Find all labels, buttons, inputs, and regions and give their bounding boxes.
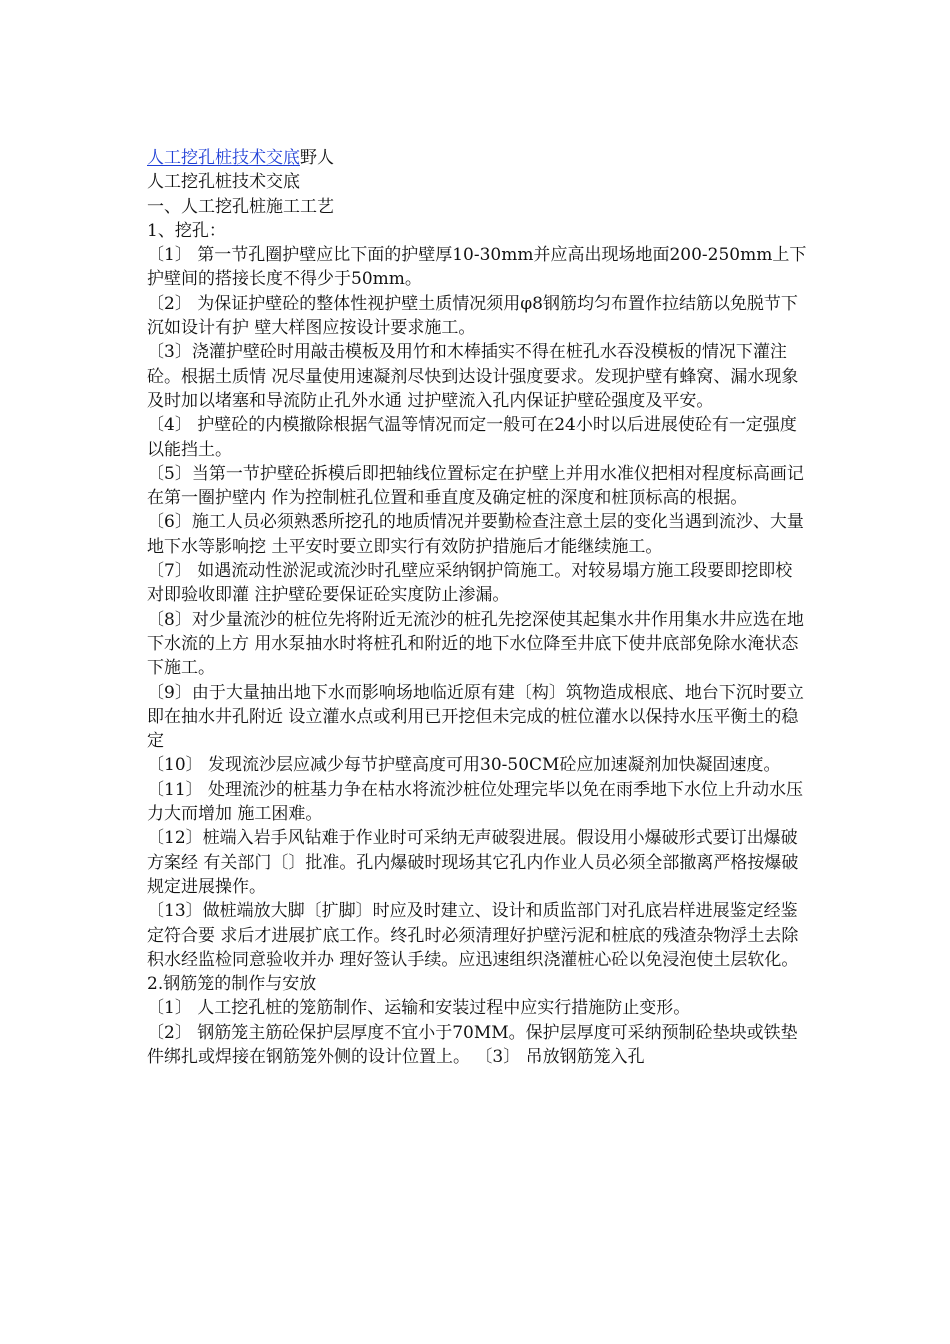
subsection-heading-2: 2.钢筋笼的制作与安放 [147,974,317,995]
paragraph-item: 〔1〕 人工挖孔桩的笼筋制作、运输和安装过程中应实行措施防止变形。 [147,998,691,1019]
paragraph-item: 〔2〕 钢筋笼主筋砼保护层厚度不宜小于70MM。保护层厚度可采纳预制砼垫块或铁垫件绑扎或焊接在钢筋笼外侧的设计位置上。 〔3〕 吊放钢筋笼入孔 [147,1022,798,1067]
paragraph-item: 〔11〕 处理流沙的桩基力争在枯水将流沙桩位处理完毕以免在雨季地下水位上升动水压力大而增加 施工困难。 [147,779,804,825]
document-heading: 人工挖孔桩技术交底 [147,172,300,193]
paragraph-item: 〔12〕桩端入岩手风钻难于作业时可采纳无声破裂进展。假设用小爆破形式要订出爆破方案经 有关部门〔〕批准。孔内爆破时现场其它孔内作业人员必须全部撤离严格按爆破规定进展操作。 [147,828,799,897]
paragraph-item: 〔9〕由于大量抽出地下水而影响场地临近原有建〔构〕筑物造成根底、地台下沉时要立即在抽水井孔附近 设立灌水点或利用已开挖但未完成的桩位灌水以保持水压平衡土的稳定 [147,682,804,752]
paragraph-item: 〔3〕浇灌护壁砼时用敲击模板及用竹和木棒插实不得在桩孔水吞没模板的情况下灌注砼。根据土质情 况尽量使用速凝剂尽快到达设计强度要求。发现护壁有蜂窝、漏水现象及时加以堵塞和导流防止孔外水通 过护壁流入孔内保证护壁砼强度及平安。 [147,342,799,411]
subsection-heading-1: 1、挖孔： [147,220,226,241]
paragraph-item: 〔7〕 如遇流动性淤泥或流沙时孔壁应采纳钢护筒施工。对较易塌方施工段要即挖即校对即验收即灌 注护壁砼要保证砼实度防止渗漏。 [147,561,793,606]
section-heading-1: 一、人工挖孔桩施工工艺 [147,196,334,217]
paragraph-item: 〔4〕 护壁砼的内模撤除根据气温等情况而定一般可在24小时以后进展使砼有一定强度以能挡土。 [147,415,797,460]
paragraph-item: 〔8〕对少量流沙的桩位先将附近无流沙的桩孔先挖深使其起集水井作用集水井应选在地下水流的上方 用水泵抽水时将桩孔和附近的地下水位降至井底下使井底部免除水淹状态下施工。 [147,609,804,679]
paragraph-item: 〔10〕 发现流沙层应减少每节护壁高度可用30-50CM砼应加速凝剂加快凝固速度。 [147,755,781,776]
document-body [147,146,807,1069]
paragraph-item: 〔1〕 第一节孔圈护壁应比下面的护壁厚10-30mm并应高出现场地面200-250mm上下护壁间的搭接长度不得少于50mm。 [147,245,807,290]
title-link[interactable]: 人工挖孔桩技术交底 [147,148,300,168]
paragraph-item: 〔2〕 为保证护壁砼的整体性视护壁土质情况须用φ8钢筋均匀布置作拉结筋以免脱节下沉如设计有护 壁大样图应按设计要求施工。 [147,293,798,339]
title-suffix: 野人 [300,148,334,168]
paragraph-item: 〔5〕当第一节护壁砼拆模后即把轴线位置标定在护壁上并用水准仪把相对程度标高画记在第一圈护壁内 作为控制桩孔位置和垂直度及确定桩的深度和桩顶标高的根据。 [147,463,804,509]
paragraph-item: 〔13〕做桩端放大脚〔扩脚〕时应及时建立、设计和质监部门对孔底岩样进展鉴定经鉴定符合要 求后才进展扩底工作。终孔时必须清理好护壁污泥和桩底的残渣杂物浮土去除积水经监检同意验收并办 理好签认手续。应迅速组织浇灌桩心砼以免浸泡使土层软化。 [147,901,799,970]
paragraph-item: 〔6〕施工人员必须熟悉所挖孔的地质情况并要勤检查注意土层的变化当遇到流沙、大量地下水等影响挖 土平安时要立即实行有效防护措施后才能继续施工。 [147,512,804,557]
document-title-line [147,146,807,170]
